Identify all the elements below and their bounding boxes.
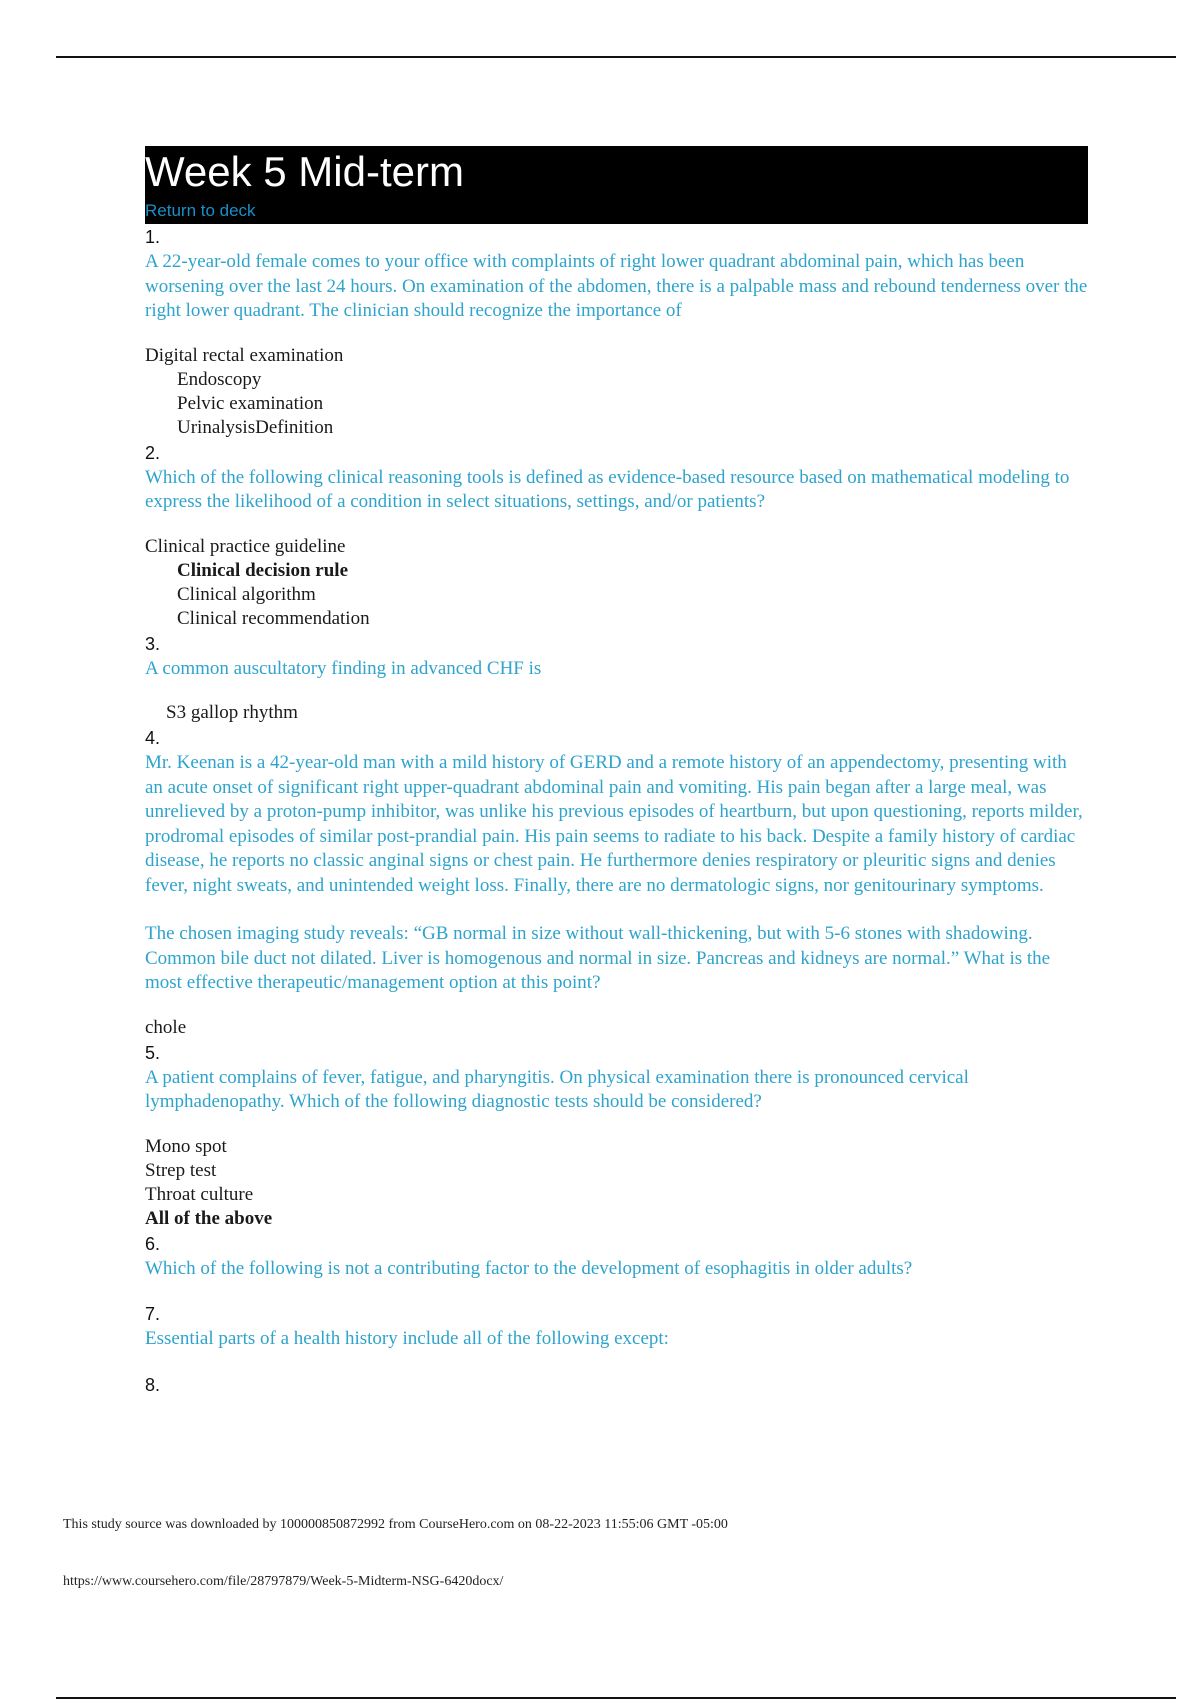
question-3-number: 3. [145,633,161,654]
question-4-text: Mr. Keenan is a 42-year-old man with a mild history of GERD and a remote history of an appendectomy, presenting with an acute onset of significant right upper-quadrant abdominal pain and vomiting. His pain began after a large meal, was unrelieved by a proton-pump inhibitor, was unlike his previous episodes of heartburn, but upon questioning, reports milder, prodromal episodes of similar post-prandial pain. His pain seems to radiate to his back. Despite a family history of cardiac disease, he reports no classic anginal signs or chest pain. He furthermore denies respiratory or pleuritic signs and denies fever, night sweats, and unintended weight loss. Finally, there are no dermatologic signs, nor genitourinary symptoms. [145,752,1083,896]
question-3-text: A common auscultatory finding in advanced CHF is [145,657,542,679]
question-1-number: 1. [145,227,161,247]
answer-option-selected: All of the above [145,1207,273,1229]
question-3-answers [145,701,1088,725]
question-2-number: 2. [145,442,161,463]
question-8-number: 8. [145,1374,161,1395]
question-1-text: A 22-year-old female comes to your office with complaints of right lower quadrant abdominal pain, which has been worsening over the last 24 hours. On examination of the abdomen, there is a palpable mass and rebound tenderness over the right lower quadrant. The clinician should recognize the importance of [145,251,1088,321]
answer-option: chole [145,1016,187,1038]
top-rule [56,56,1176,58]
answer-option: UrinalysisDefinition [177,416,334,438]
question-4-answers [145,1016,1088,1040]
question-5-answers [145,1135,1088,1231]
answer-option: Pelvic examination [177,392,324,414]
answer-option: Mono spot [145,1135,227,1157]
question-2-answers [145,535,1088,631]
bottom-rule [56,1697,1176,1699]
question-4-text-continued: The chosen imaging study reveals: “GB normal in size without wall-thickening, but with 5-6 stones with shadowing. Common bile duct not dilated. Liver is homogenous and normal in size. Pancreas and kidneys are normal.” What is the most effective therapeutic/management option at this point? [145,923,1051,993]
page-title: Week 5 Mid-term [145,148,464,195]
answer-option: Endoscopy [177,368,262,390]
return-to-deck-link[interactable]: Return to deck [145,201,256,220]
question-6-text: Which of the following is not a contributing factor to the development of esophagitis in older adults? [145,1257,913,1279]
answer-option: Strep test [145,1159,217,1181]
answer-option: Digital rectal examination [145,344,344,366]
question-7-text: Essential parts of a health history include all of the following except: [145,1328,669,1349]
question-5-text: A patient complains of fever, fatigue, and pharyngitis. On physical examination there is pronounced cervical lymphadenopathy. Which of the following diagnostic tests should be considered? [145,1066,969,1112]
question-5-number: 5. [145,1042,161,1063]
answer-option: Throat culture [145,1183,254,1205]
answer-option: S3 gallop rhythm [166,702,298,723]
answer-option-selected: Clinical decision rule [177,559,348,581]
question-6-number: 6. [145,1233,161,1254]
question-7-number: 7. [145,1304,161,1324]
answer-option: Clinical practice guideline [145,535,346,557]
source-url: https://www.coursehero.com/file/28797879/Week-5-Midterm-NSG-6420docx/ [63,1574,504,1589]
question-2-text: Which of the following clinical reasoning tools is defined as evidence-based resource based on mathematical modeling to express the likelihood of a condition in select situations, settings, and/or patients? [145,466,1070,512]
answer-option: Clinical recommendation [177,607,370,629]
answer-option: Clinical algorithm [177,583,316,605]
question-1-answers [145,344,1088,440]
title-banner [145,146,1088,224]
question-4-number: 4. [145,728,161,748]
download-source-notice: This study source was downloaded by 100000850872992 from CourseHero.com on 08-22-2023 11:55:06 GMT -05:00 [63,1517,728,1532]
document-body [145,146,1088,1396]
